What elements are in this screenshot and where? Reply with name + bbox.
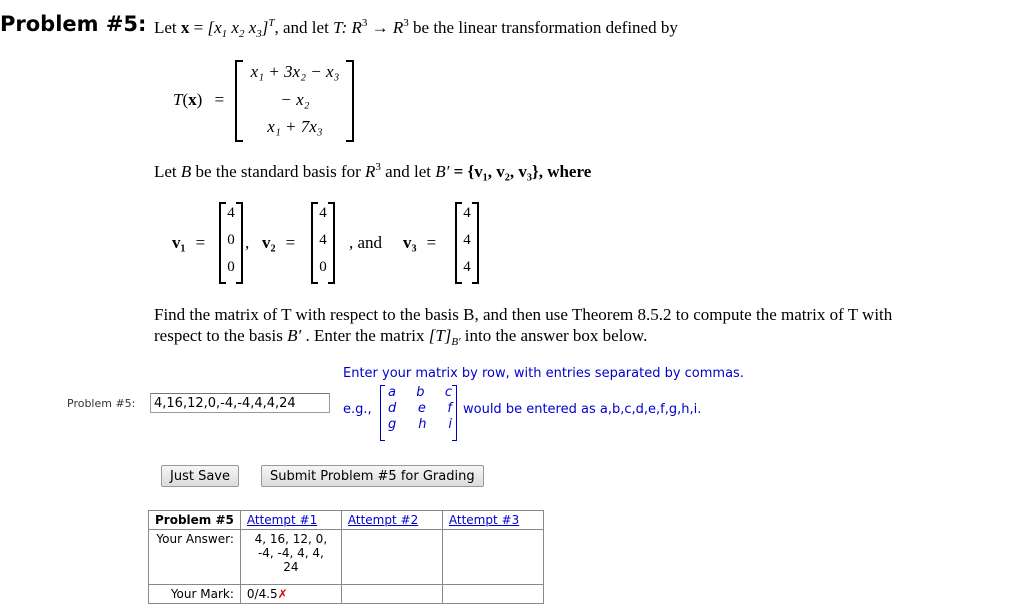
answer-label: Problem #5:	[67, 397, 136, 410]
v2-label: v₂ =	[262, 233, 296, 252]
v1-entry: 0	[227, 232, 235, 248]
attempt-1-link[interactable]: Attempt #1	[246, 513, 318, 527]
tx-row-3: x₁ + 7x₃	[267, 117, 323, 136]
attempt-1-mark: 0/4.5✗	[240, 585, 341, 604]
tx-row-1: x₁ + 3x₂ − x₃	[250, 62, 340, 81]
hint-bracket-left	[380, 385, 385, 441]
answer-input[interactable]	[150, 393, 330, 413]
attempt-2-link[interactable]: Attempt #2	[347, 513, 419, 527]
hint-line: Enter your matrix by row, with entries separated by commas.	[343, 366, 744, 381]
problem-intro: Let $x = [x_1$ $x_2$ $x_3]^T$, and let T: $R^3 \to R^3$ be the linear transformation defined by	[154, 17, 678, 40]
hint-eg: e.g.,	[343, 402, 372, 417]
attempt-1-answer: 4, 16, 12, 0, -4, -4, 4, 4, 24	[240, 530, 341, 585]
task-line-1: Find the matrix of T with respect to the basis B, and then use Theorem 8.5.2 to compute the matrix of T with	[154, 305, 893, 324]
v2-entry: 4	[319, 205, 327, 221]
task-line-2: respect to the basis B′ . Enter the matrix $[T]_{B'}$ into the answer box below.	[154, 326, 648, 348]
your-mark-label: Your Mark:	[149, 585, 241, 604]
basis-sentence: Let B be the standard basis for $R^3$ and let B′ = {v₁, v₂, v₃}, where	[154, 161, 592, 181]
comma: ,	[245, 233, 250, 252]
your-answer-label: Your Answer:	[149, 530, 241, 585]
hint-bracket-right	[452, 385, 457, 441]
v3-label: v₃ =	[403, 233, 437, 252]
attempts-header: Problem #5	[149, 511, 241, 530]
attempt-2-answer	[341, 530, 442, 585]
attempt-3-answer	[442, 530, 543, 585]
attempt-3-link[interactable]: Attempt #3	[448, 513, 520, 527]
tx-row-2: − x₂	[280, 90, 310, 109]
tx-label: T(x) =	[173, 90, 225, 109]
and-word: , and	[349, 233, 383, 252]
v1-entry: 4	[227, 205, 235, 221]
v3-entry: 4	[463, 259, 471, 275]
just-save-button[interactable]: Just Save	[161, 465, 239, 487]
attempt-2-mark	[341, 585, 442, 604]
v1-entry: 0	[227, 259, 235, 275]
v2-entry: 0	[319, 259, 327, 275]
v3-entry: 4	[463, 205, 471, 221]
problem-heading: Problem #5:	[0, 12, 147, 36]
v1-label: v₁ =	[172, 233, 206, 252]
v3-entry: 4	[463, 232, 471, 248]
hint-example-matrix: a b c d e f g h i	[388, 385, 452, 432]
hint-line-2: would be entered as a,b,c,d,e,f,g,h,i.	[463, 402, 702, 417]
tx-bracket-left	[235, 60, 243, 142]
tx-bracket-right	[346, 60, 354, 142]
attempts-table	[148, 510, 544, 604]
wrong-x-icon: ✗	[277, 587, 288, 601]
v2-entry: 4	[319, 232, 327, 248]
submit-button[interactable]: Submit Problem #5 for Grading	[261, 465, 484, 487]
attempt-3-mark	[442, 585, 543, 604]
